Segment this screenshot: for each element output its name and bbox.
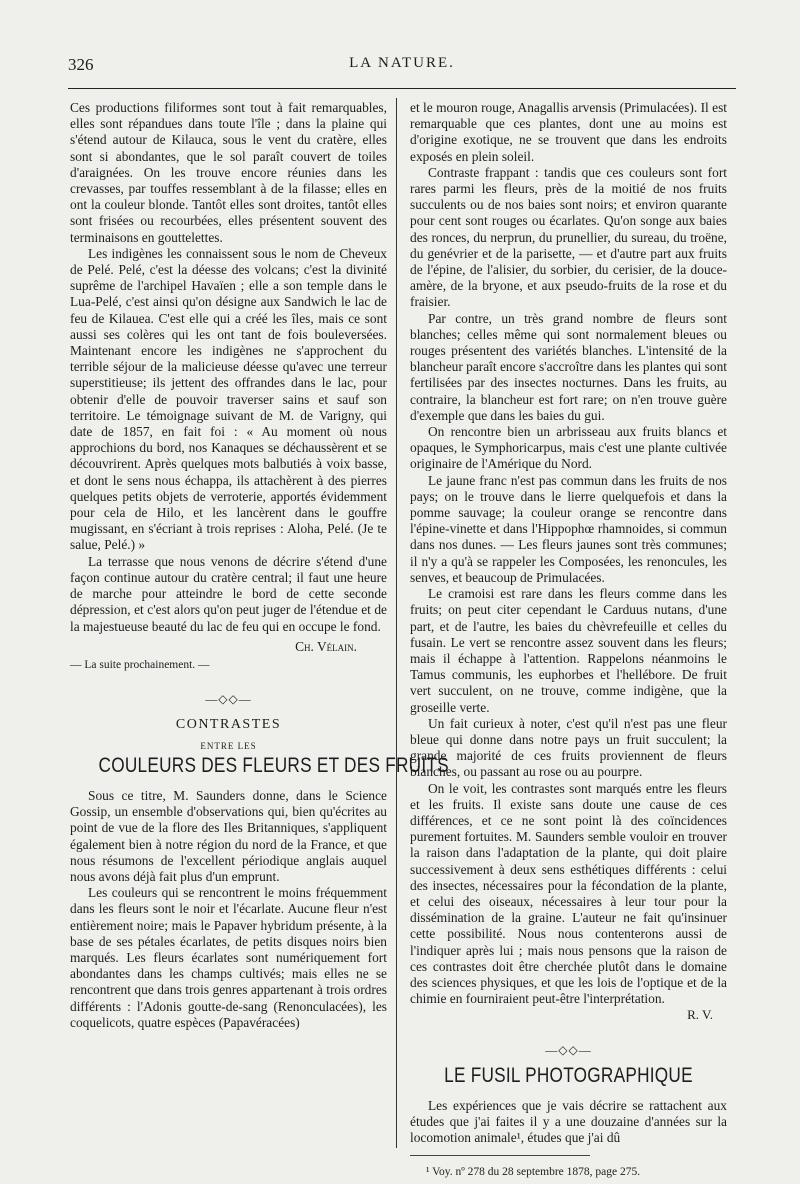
paragraph: Le cramoisi est rare dans les fleurs comme dans les fruits; on peut citer cependant le Carduus nutans, d'une part, et de l'autre, les baies du chèvrefeuille et celles du fusain. Le vert se rencontre assez souvent dans les fleurs; mais il échappe à l'attention. Rappelons néanmoins le Tamus communis, les euphorbes et l'hellébore. De fruit vert succulent, on ne trouve, comme indigène, que la groseille verte. [410,586,727,715]
paragraph: Les indigènes les connaissent sous le nom de Cheveux de Pelé. Pelé, c'est la déesse des volcans; c'est la divinité suprême de l'archipel Havaïen ; elle a son temple dans le Lua-Pelé, c'est ainsi qu'on désigne aux Sandwich le lac de feu de Kilauea. C'est elle qui a créé les îles, mais ce sont aussi ses colères qui les ont tant de fois bouleversées. Maintenant encore les indigènes ne s'approchent du terrible séjour de la malicieuse déesse qu'avec une terreur superstitieuse; ils jettent des offrandes dans le lac, pour obtenir d'elle de pouvoir traverser sains et sauf son territoire. Le témoignage suivant de M. de Varigny, qui date de 1857, en fait foi : « Au moment où nous approchions du bord, nos Kanaques se déchaussèrent et se découvrirent. Après quelques mots balbutiés à voix basse, et dont le sens nous échappa, ils attachèrent à des pierres quelques petits objets de verroterie, apportés évidemment pour cela de Hilo, et les lancèrent dans le gouffre mugissant, en s'écriant à trois reprises : Aloha, Pelé. (Je te salue, Pelé.) » [70,245,387,553]
left-column [70,100,449,1031]
continuation-note: — La suite prochainement. — [70,658,210,671]
article-title-main: LE FUSIL PHOTOGRAPHIQUE [444,1063,693,1087]
right-column [410,100,727,1180]
paragraph: Les couleurs qui se rencontrent le moins fréquemment dans les fleurs sont le noir et l'écarlate. Aucune fleur n'est entièrement noire; mais le Papaver hybridum présente, à la base de ses pétales écarlates, de petits disques noirs bien marqués. Les fleurs écarlates sont numériquement fort abondantes dans les champs cultivés; mais elles ne se rencontrent que dans trois genres appartenant à trois ordres différents : l'Adonis goutte-de-sang (Renonculacées), les coquelicots, quatre espèces (Papavéracées) [70,885,387,1030]
footnote-rule [410,1155,590,1156]
paragraph: Ces productions filiformes sont tout à fait remarquables, elles sont répandues dans toute l'île ; dans la plaine qui s'étend autour de Kilauca, sous le vent du cratère, elles sont si abondantes, que le sol paraît couvert de toiles d'araignées. On les trouve encore réunies dans les crevasses, par touffes ressemblant à de la filasse; elles en ont la couleur blonde. Tantôt elles sont droites, tantôt elles sont frisées ou recourbées, elles présentent souvent des terminaisons en gouttelettes. [70,100,387,245]
ornament-divider: —◇◇— [545,1042,592,1057]
column-separator [396,98,397,1148]
paragraph: On le voit, les contrastes sont marqués entre les fleurs et les fruits. Il existe sans doute une cause de ces différences, et ce ne sont point là des coïncidences purement fortuites. M. Saunders semble vouloir en trouver la raison dans l'adaptation de la plante, qui doit plaire successivement à deux sens esthétiques différents : celui des insectes, nécessaires pour la fécondation de la plante, et celui des oiseaux, nécessaires à leur tour pour la dissémination de la graine. L'auteur ne fait qu'insinuer cette possibilité. Nous nous contenterons aussi de l'indiquer après lui ; mais nous pensons que la raison de ces contrastes doit être cherchée plutôt dans le domaine des sciences physiques, et que les lois de l'optique et de la chimie en fourniraient peut-être l'interprétation. [410,780,727,1007]
page-header [68,55,736,79]
author-signature: R. V. [687,1007,713,1023]
page-number: 326 [68,55,94,74]
paragraph: Contraste frappant : tandis que ces couleurs sont fort rares parmi les fleurs, près de la moitié de nos fruits succulents ou de nos baies sont noirs; et environ quarante pour cent sont rouges ou écarlates. Qu'on songe aux baies des ronces, du nerprun, du prunellier, du sureau, du troëne, du genévrier et de la parisette, — et d'autre part aux fruits de l'épine, de l'alisier, du sorbier, du cerisier, de la douce-amère, de la bryone, et aux pseudo-fruits de la rose et du fraisier. [410,164,727,310]
article-title-main: COULEURS DES FLEURS ET DES FRUITS [98,753,449,777]
paragraph: Le jaune franc n'est pas commun dans les fruits de nos pays; on le trouve dans le lierre quelquefois et dans la pomme sauvage; la couleur orange se rencontre dans l'épine-vinette et dans l'Hippophœ rhamnoides, si commun dans nos dunes. — Les fleurs jaunes sont très communes; il n'y a qu'à se rappeler les Composées, les renoncules, les senves, et beaucoup de Primulacées. [410,472,727,585]
header-rule [68,88,736,89]
paragraph: Par contre, un très grand nombre de fleurs sont blanches; celles même qui sont normalement bleues ou rouges présentent des variétés blanches. L'intensité de la blancheur paraît encore s'accroître dans les plantes qui sont fertilisées par des insectes nocturnes. Dans les fruits, au contraire, la blancheur est fort rare; on n'en trouve guère d'exemple que dans les baies du gui. [410,310,727,423]
paragraph: Un fait curieux à noter, c'est qu'il n'est pas une fleur bleue qui donne dans notre pays un fruit succulent; la grande majorité de ces fruits proviennent de fleurs blanches, ou passant au rose ou au pourpre. [410,715,727,780]
running-title: LA NATURE. [349,55,455,71]
paragraph: Sous ce titre, M. Saunders donne, dans le Science Gossip, un ensemble d'observations qui, bien qu'écrites au point de vue de la flore des Iles Britanniques, s'appliquent également bien à notre région du nord de la France, et que nous résumons de l'excellent périodique anglais auquel nous avons déjà fait plus d'un emprunt. [70,787,387,884]
article-title-line1: CONTRASTES [175,717,282,733]
author-signature: Ch. Vélain. [295,638,357,654]
ornament-divider: —◇◇— [205,692,252,707]
paragraph: et le mouron rouge, Anagallis arvensis (Primulacées). Il est remarquable que ces plantes, dont une au moins est d'origine exotique, ne se trouvent que dans les endroits exposés en plein soleil. [410,100,727,164]
footnote: ¹ Voy. nº 278 du 28 septembre 1878, page 275. [426,1165,641,1178]
paragraph: Les expériences que je vais décrire se rattachent aux études que j'ai faites il y a une douzaine d'années sur la locomotion animale¹, études que j'ai dû [410,1097,727,1146]
paragraph: On rencontre bien un arbrisseau aux fruits blancs et opaques, le Symphoricarpus, mais c'est une plante cultivée originaire de l'Amérique du Nord. [410,424,727,472]
paragraph: La terrasse que nous venons de décrire s'étend d'une façon continue autour du cratère central; il faut une heure de marche pour atteindre le bord de cette seconde dépression, et c'est alors qu'on peut juger de l'étendue et de la majestueuse beauté du lac de feu qui en occupe le fond. [70,553,387,634]
article-title-line2: ENTRE LES [200,740,257,751]
